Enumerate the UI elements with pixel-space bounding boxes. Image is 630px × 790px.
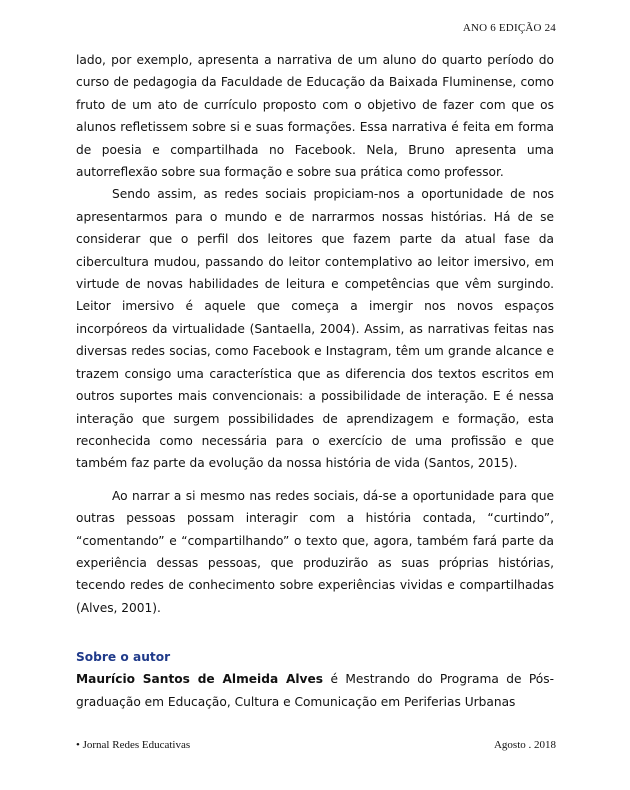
paragraph-3: Ao narrar a si mesmo nas redes sociais, dá-se a oportunidade para que outras pessoas possam interagir com a história contada, “curtindo”, “comentando” e “compartilhando” o texto que, agora, também fará parte da experiência dessas pessoas, que produzirão as suas próprias histórias, tecendo redes de conhecimento sobre experiências vividas e compartilhadas (Alves, 2001).	[76, 488, 554, 615]
author-name: Maurício Santos de Almeida Alves	[76, 672, 324, 687]
paragraph-1: lado, por exemplo, apresenta a narrativa de um aluno do quarto período do curso de pedagogia da Faculdade de Educação da Baixada Fluminense, como fruto de um ato de currículo proposto com o objetivo de fazer com que os alunos refletissem sobre si e suas formações. Essa narrativa é feita em forma de poesia e compartilhada no Facebook. Nela, Bruno apresenta uma autorreflexão sobre sua formação e sobre sua prática como professor.	[76, 53, 554, 180]
author-bio-text: é Mestrando do Programa de Pós-graduação em Educação, Cultura e Comunicação em Periferias Urbanas	[76, 672, 554, 709]
edition-header: ANO 6 EDIÇÃO 24	[462, 22, 556, 34]
footer-date: Agosto . 2018	[493, 739, 556, 751]
author-section-heading: Sobre o autor	[76, 650, 171, 665]
footer-journal: • Jornal Redes Educativas	[76, 739, 191, 751]
article-body	[76, 49, 554, 713]
author-bio	[76, 668, 554, 713]
paragraph-2: Sendo assim, as redes sociais propiciam-nos a oportunidade de nos apresentarmos para o mundo e de narrarmos nossas histórias. Há de se considerar que o perfil dos leitores que fazem parte da atual fase da cibercultura mudou, passando do leitor contemplativo ao leitor imersivo, em virtude de novas habilidades de leitura e competências que vêm surgindo. Leitor imersivo é aquele que começa a imergir nos novos espaços incorpóreos da virtualidade (Santaella, 2004). Assim, as narrativas feitas nas diversas redes socias, como Facebook e Instagram, têm um grande alcance e trazem consigo uma característica que as diferencia dos textos escritos em outros suportes mais convencionais: a possibilidade de interação. E é nessa interação que surgem possibilidades de aprendizagem e formação, esta reconhecida como necessária para o exercício de uma profissão e que também faz parte da evolução da nossa história de vida (Santos, 2015).	[76, 187, 554, 471]
